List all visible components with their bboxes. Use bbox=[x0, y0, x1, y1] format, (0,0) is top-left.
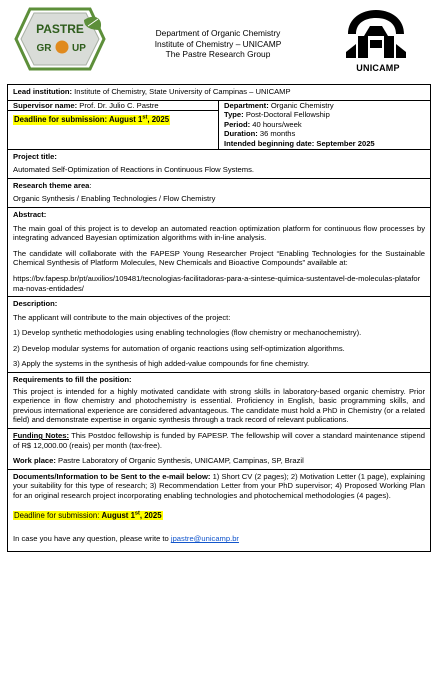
duration-value: 36 months bbox=[257, 129, 296, 139]
research-theme-colon: : bbox=[89, 180, 92, 190]
funding-notes-label: Funding Notes: bbox=[13, 431, 69, 441]
duration-line bbox=[224, 129, 425, 139]
logo-text-up: UP bbox=[72, 43, 86, 54]
department-value: Organic Chemistry bbox=[268, 100, 334, 110]
description-intro: The applicant will contribute to the main objectives of the project: bbox=[13, 312, 231, 322]
header-department: Department of Organic Chemistry bbox=[155, 28, 281, 38]
project-title-value: Automated Self-Optimization of Reactions in Continuous Flow Systems. bbox=[13, 165, 254, 175]
description-section bbox=[8, 296, 430, 372]
project-title-section bbox=[8, 149, 430, 178]
documents-deadline-year: , 2025 bbox=[139, 510, 162, 520]
deadline-sup: st bbox=[142, 114, 148, 121]
duration-label: Duration: bbox=[224, 129, 258, 139]
documents-deadline-sup: st bbox=[134, 510, 140, 516]
period-line bbox=[224, 120, 425, 130]
documents-label: Documents/Information to be Sent to the e-mail below: bbox=[13, 471, 211, 481]
supervisor-value: Prof. Dr. Julio C. Pastre bbox=[77, 100, 159, 110]
description-label: Description: bbox=[13, 299, 58, 309]
contact-email-link[interactable]: jpastre@unicamp.br bbox=[170, 534, 239, 544]
description-item-2: 2) Develop modular systems for automation of organic reactions using self-optimization algorithms. bbox=[13, 343, 345, 353]
header-institute: Institute of Chemistry – UNICAMP bbox=[154, 38, 282, 49]
funding-notes-text: This Postdoc fellowship is funded by FAPESP. The fellowship will cover a standard maintenance stipend of R$ 12,000.00 (reais) per month (tax-free). bbox=[13, 431, 425, 450]
abstract-paragraph-2: The candidate will collaborate with the FAPESP Young Researcher Project “Enabling Technologies for the Sustainable Chemical Synthesis of Platform Molecules, New Chemicals and Bioactive Compounds” available at: bbox=[13, 248, 425, 268]
contact-line bbox=[13, 534, 425, 544]
pastre-group-logo bbox=[14, 6, 106, 72]
type-value: Post-Doctoral Fellowship bbox=[243, 110, 330, 120]
description-item-1: 1) Develop synthetic methodologies using enabling technologies (flow chemistry or mechanochemistry). bbox=[13, 328, 362, 338]
deadline-text: Deadline for submission: August 1 bbox=[14, 115, 143, 125]
start-date-label: Intended beginning date: bbox=[224, 138, 315, 148]
abstract-paragraph-1: The main goal of this project is to develop an automated reaction optimization platform for continuous flow processes by integrating advanced Bayesian optimization algorithms with in-line analysis. bbox=[13, 223, 425, 243]
documents-section bbox=[8, 469, 430, 551]
contact-text: In case you have any question, please write to bbox=[13, 534, 171, 544]
period-label: Period: bbox=[224, 119, 251, 129]
start-date-line bbox=[224, 139, 425, 149]
work-place bbox=[13, 456, 425, 466]
documents-deadline-date: August 1 bbox=[101, 510, 135, 520]
documents-list: 1) Short CV (2 pages); 2) Motivation Letter (1 page), explaining your suitability for this type of research; 3) Recommendation Letter from your PhD supervisor; 4) Proposed Working Plan for an original research project incorporating enabling technologies and photochemical methodologies (4 pages). bbox=[13, 471, 425, 500]
type-label: Type: bbox=[224, 110, 244, 120]
unicamp-label: UNICAMP bbox=[356, 63, 400, 73]
supervisor-department-row bbox=[8, 100, 430, 149]
logo-text-pastre: PASTRE bbox=[36, 22, 84, 36]
header-group: The Pastre Research Group bbox=[165, 49, 271, 59]
supervisor-column bbox=[8, 101, 219, 149]
department-line bbox=[224, 101, 425, 111]
funding-notes bbox=[13, 431, 425, 450]
supervisor-cell bbox=[8, 101, 218, 112]
research-theme-heading bbox=[13, 181, 425, 191]
requirements-label: Requirements to fill the position: bbox=[13, 375, 132, 385]
requirements-section bbox=[8, 372, 430, 428]
position-details-column bbox=[219, 101, 430, 149]
requirements-text: This project is intended for a highly motivated candidate with strong skills in laboratory-based organic chemistry. Prior experience in flow chemistry and photochemistry is essential. Proficiency in English, basic programming skills, and previous international experience are considered advantageous. The candidate must hold a PhD in Chemistry (or a related field) and demonstrate expertise in organic synthesis through a track record of relevant publications. bbox=[13, 386, 425, 425]
department-label: Department: bbox=[224, 100, 269, 110]
deadline-highlight-top bbox=[13, 115, 170, 125]
unicamp-emblem-logo bbox=[344, 6, 408, 62]
job-posting-table bbox=[7, 84, 431, 552]
abstract-section bbox=[8, 207, 430, 296]
abstract-label: Abstract: bbox=[13, 209, 47, 219]
page-header bbox=[0, 0, 439, 82]
documents-deadline bbox=[13, 511, 425, 521]
logo-text-gr: GR bbox=[36, 43, 52, 54]
funding-section bbox=[8, 428, 430, 469]
lead-institution-row bbox=[8, 85, 430, 100]
type-line bbox=[224, 110, 425, 120]
header-institution-text bbox=[118, 28, 318, 60]
start-date-value: September 2025 bbox=[314, 138, 375, 148]
deadline-cell bbox=[8, 111, 218, 125]
deadline-highlight-bottom bbox=[13, 511, 163, 521]
documents-text bbox=[13, 472, 425, 501]
supervisor-label: Supervisor name: bbox=[13, 100, 78, 110]
research-theme-value: Organic Synthesis / Enabling Technologies / Flow Chemistry bbox=[13, 194, 216, 204]
project-title-label: Project title: bbox=[13, 151, 57, 161]
lead-institution-value: Institute of Chemistry, State University of Campinas – UNICAMP bbox=[72, 87, 291, 96]
documents-deadline-text: Deadline for submission: bbox=[14, 510, 102, 520]
research-theme-section bbox=[8, 178, 430, 207]
description-item-3: 3) Apply the systems in the synthesis of high added-value compounds for fine chemistry. bbox=[13, 359, 310, 369]
deadline-year: , 2025 bbox=[147, 115, 170, 125]
period-value: 40 hours/week bbox=[250, 119, 302, 129]
work-place-value: Pastre Laboratory of Organic Synthesis, UNICAMP, Campinas, SP, Brazil bbox=[55, 456, 304, 466]
work-place-label: Work place: bbox=[13, 456, 56, 466]
lead-institution-label: Lead institution: bbox=[13, 87, 73, 96]
research-theme-label: Research theme area bbox=[13, 180, 90, 190]
fapesp-project-url[interactable]: https://bv.fapesp.br/pt/auxilios/109481/tecnologias-facilitadoras-para-a-sintese-quimica-sustentavel-de-moleculas-plataforma-novas-entidades/ bbox=[13, 273, 421, 293]
